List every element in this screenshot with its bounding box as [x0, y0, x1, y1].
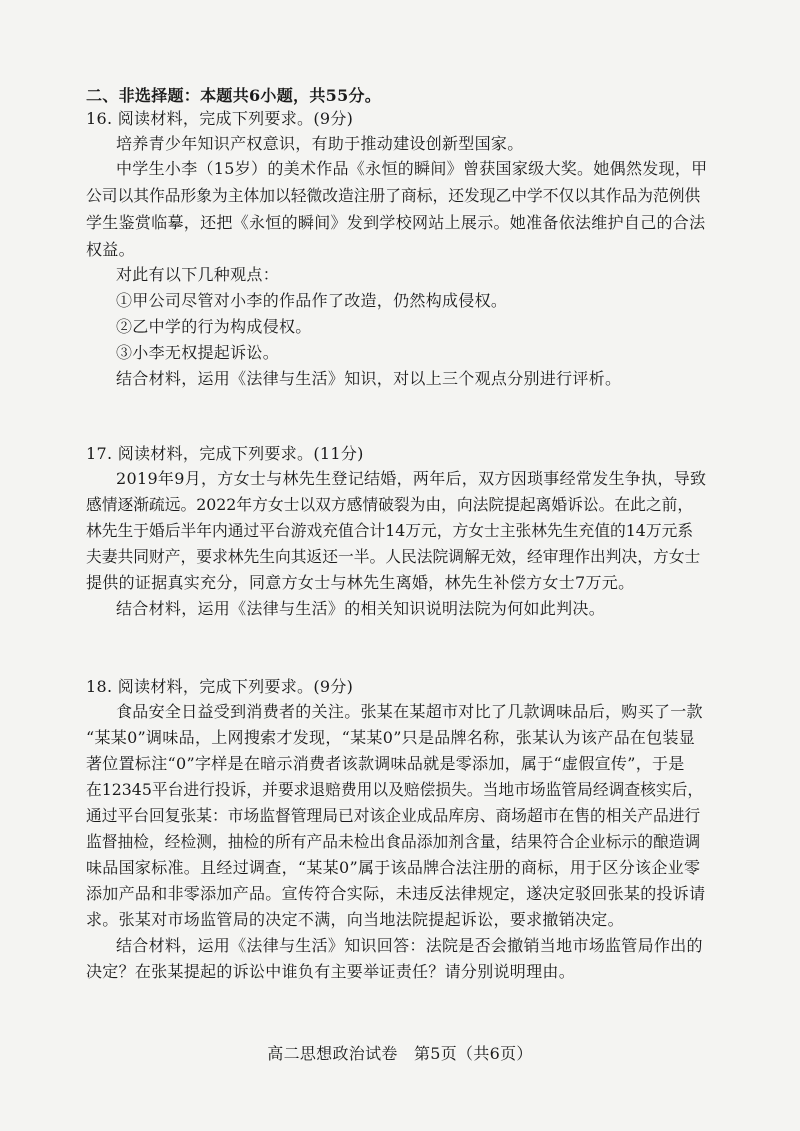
paragraph-line: 林先生于婚后半年内通过平台游戏充值合计14万元，方女士主张林先生充值的14万元系: [86, 521, 694, 540]
paragraph-line: 食品安全日益受到消费者的关注。张某在某超市对比了几款调味品后，购买了一款: [116, 702, 703, 721]
paragraph-line: 学生鉴赏临摹，还把《永恒的瞬间》发到学校网站上展示。她准备依法维护自己的合法: [86, 213, 706, 232]
paragraph-line: 监督抽检，经检测，抽检的所有产品未检出食品添加剂含量，结果符合企业标示的酿造调: [86, 832, 701, 851]
question-16-prompt: 结合材料，运用《法律与生活》知识，对以上三个观点分别进行评析。: [116, 369, 622, 388]
paragraph-line: 感情逐渐疏远。2022年方女士以双方感情破裂为由，向法院提起离婚诉讼。在此之前，: [86, 495, 694, 514]
question-18-prompt-cont: 决定？在张某提起的诉讼中谁负有主要举证责任？请分别说明理由。: [86, 962, 576, 981]
paragraph-line: 权益。: [86, 240, 135, 259]
paragraph-line: 在12345平台进行投诉，并要求退赔费用以及赔偿损失。当地市场监管局经调查核实后，: [86, 780, 704, 799]
viewpoint-3: ③小李无权提起诉讼。: [116, 343, 280, 362]
paragraph-line: 培养青少年知识产权意识，有助于推动建设创新型国家。: [116, 134, 524, 153]
paragraph-line: 著位置标注“0”字样是在暗示消费者该款调味品就是零添加，属于“虚假宣传”，于是: [86, 754, 685, 773]
paragraph-line: 提供的证据真实充分，同意方女士与林先生离婚，林先生补偿方女士7万元。: [86, 573, 635, 592]
paragraph-line: 求。张某对市场监管局的决定不满，向当地法院提起诉讼，要求撤销决定。: [86, 910, 624, 929]
page-footer: 高二思想政治试卷 第5页（共6页）: [267, 1044, 533, 1063]
question-18-title: 18. 阅读材料，完成下列要求。(9分): [86, 677, 354, 696]
question-16-title: 16. 阅读材料，完成下列要求。(9分): [86, 109, 354, 128]
paragraph-line: 中学生小李（15岁）的美术作品《永恒的瞬间》曾获国家级大奖。她偶然发现，甲: [116, 159, 708, 178]
viewpoint-1: ①甲公司尽管对小李的作品作了改造，仍然构成侵权。: [116, 291, 508, 310]
question-17-prompt: 结合材料，运用《法律与生活》的相关知识说明法院为何如此判决。: [116, 599, 606, 618]
section-heading: 二、非选择题：本题共6小题，共55分。: [86, 86, 382, 105]
paragraph-line: 添加产品和非零添加产品。宣传符合实际，未违反法律规定，遂决定驳回张某的投诉请: [86, 884, 706, 903]
paragraph-line: “某某0”调味品，上网搜索才发现，“某某0”只是品牌名称，张某认为该产品在包装显: [86, 728, 696, 747]
paragraph-line: 公司以其作品形象为主体加以轻微改造注册了商标，还发现乙中学不仅以其作品为范例供: [86, 186, 701, 205]
paragraph-line: 2019年9月，方女士与林先生登记结婚，两年后，双方因琐事经常发生争执，导致: [116, 469, 707, 488]
paragraph-line: 对此有以下几种观点：: [116, 265, 280, 284]
question-18-prompt: 结合材料，运用《法律与生活》知识回答：法院是否会撤销当地市场监管局作出的: [116, 936, 703, 955]
paragraph-line: 味品国家标准。且经过调查，“某某0”属于该品牌合法注册的商标，用于区分该企业零: [86, 858, 701, 877]
paragraph-line: 通过平台回复张某：市场监督管理局已对该企业成品库房、商场超市在售的相关产品进行: [86, 806, 701, 825]
viewpoint-2: ②乙中学的行为构成侵权。: [116, 317, 312, 336]
question-17-title: 17. 阅读材料，完成下列要求。(11分): [86, 444, 364, 463]
paragraph-line: 夫妻共同财产，要求林先生向其返还一半。人民法院调解无效，经审理作出判决，方女士: [86, 547, 701, 566]
